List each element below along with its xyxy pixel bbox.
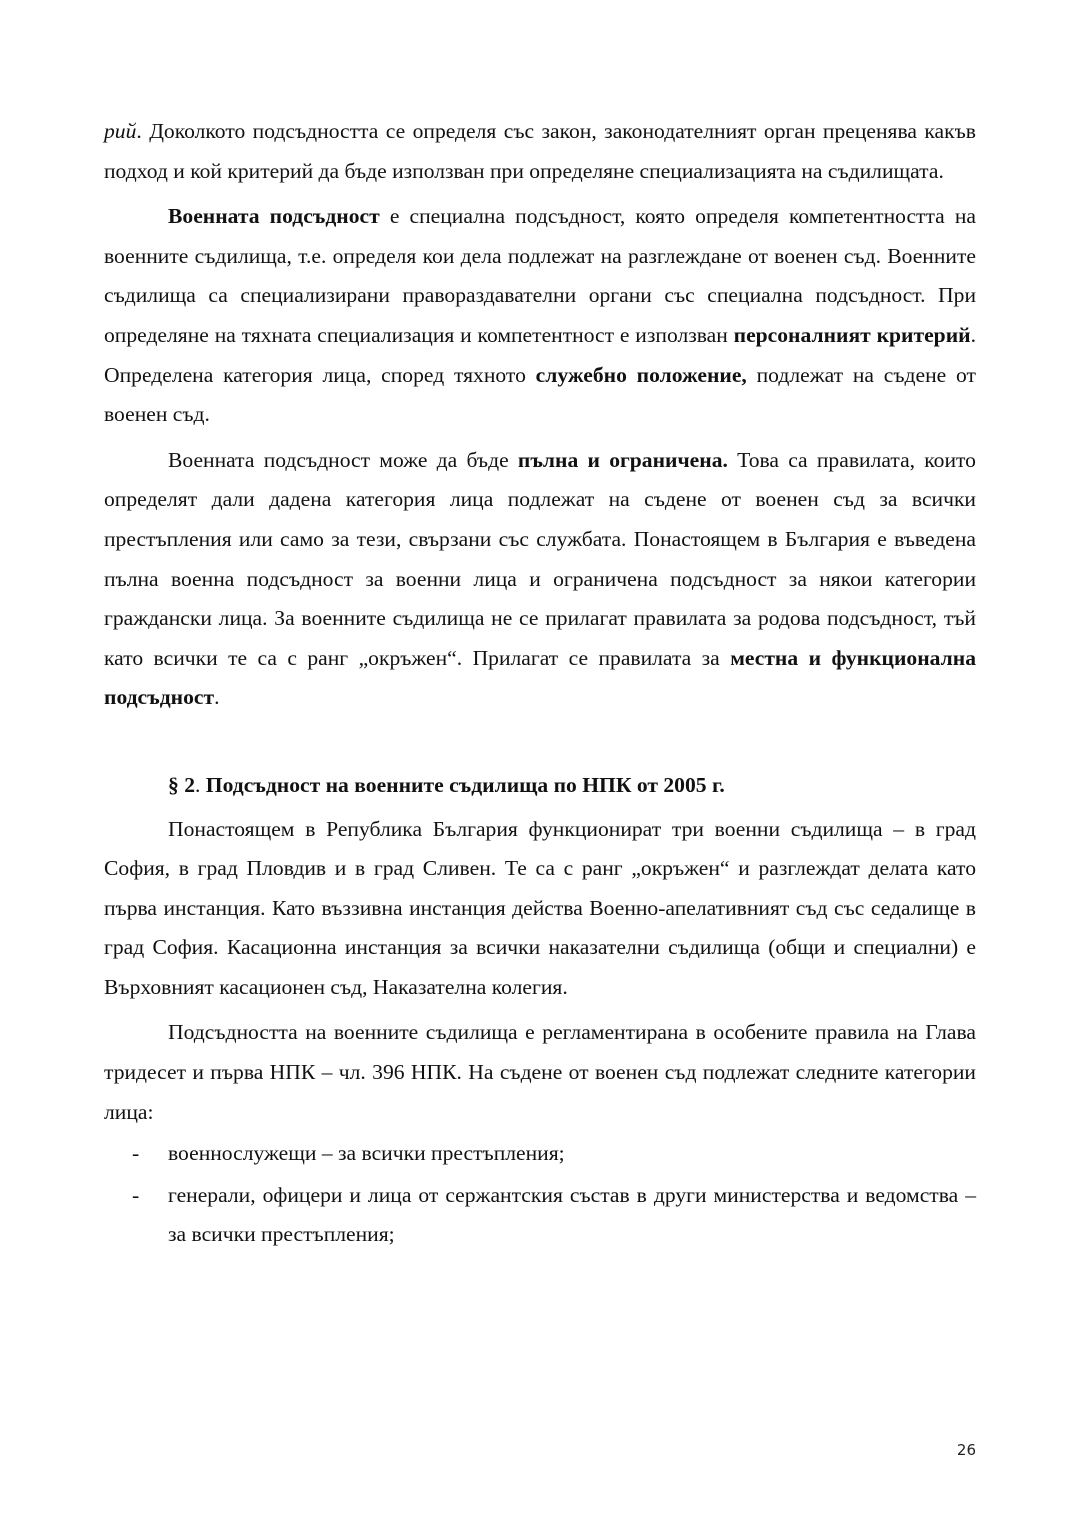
list-item-text: военнослужещи – за всички престъпления; [168,1141,565,1166]
list-item [104,1134,976,1174]
paragraph-continuation [104,112,976,191]
paragraph-text: . [214,685,220,710]
italic-word: рий [104,119,137,143]
paragraph-text: . Определена категория лица, според тяхното [104,322,976,387]
section-heading [104,766,976,806]
section-number: § 2 [168,772,195,797]
paragraph-text: Това са правилата, които определят дали дадена категория лица подлежат на съдене от военен съд за всички престъпления или само за тези, свързани със службата. Понастоящем в България е въведена пълна военна подсъдност за военни лица и ограничена подсъдност за някои категории граждански лица. За военните съдилища не се прилагат правилата за родова подсъдност, тъй като всички те са с ранг „окръжен“. Прилагат се правилата за [104,447,976,670]
paragraph-full-limited [104,441,976,718]
bold-term: пълна и ограничена. [517,447,728,472]
bold-term: персоналният критерий [733,322,971,347]
section-title: Подсъдност на военните съдилища по НПК от 2005 г. [205,772,725,797]
section-separator: . [195,772,206,797]
bold-term: служебно положение, [535,362,747,387]
paragraph-military-jurisdiction [104,197,976,435]
paragraph-text: е специална подсъдност, която определя компетентността на военните съдилища, т.е. определя кои дела подлежат на разглеждане от военен съд. Военните съдилища са специализирани правораздавателни органи със специална подсъдност. При определяне на тяхната специализация и компетентност е използван [104,204,976,347]
list-marker: - [132,1141,140,1166]
list-marker: - [132,1182,140,1207]
paragraph-text: . Доколкото подсъдността се определя със закон, законодателният орган преценява какъв подход и кой критерий да бъде използван при определяне специализацията на съдилищата. [104,119,976,183]
paragraph-text: Военната подсъдност може да бъде [168,447,518,472]
list-item-text: генерали, офицери и лица от сержантския състав в други министерства и ведомства – за всички престъпления; [168,1182,976,1247]
list-item [104,1176,976,1255]
document-page [104,112,976,1255]
bold-term: местна и функционална подсъдност [104,645,976,710]
paragraph-jurisdiction-rules: Подсъдността на военните съдилища е регламентирана в особените правила на Глава тридесет и първа НПК – чл. 396 НПК. На съдене от военен съд подлежат следните категории лица: [104,1020,976,1124]
paragraph-text: подлежат на съдене от военен съд. [104,362,976,427]
paragraph-courts: Понастоящем в Република България функционират три военни съдилища – в град София, в град Пловдив и в град Сливен. Те са с ранг „окръжен“ и разглеждат делата като първа инстанция. Като въззивна инстанция действа Военно-апелативният съд със седалище в град София. Касационна инстанция за всички наказателни съдилища (общи и специални) е Върховният касационен съд, Наказателна колегия. [104,816,976,999]
bold-term: Военната подсъдност [168,204,380,229]
page-number: 26 [956,1441,976,1459]
